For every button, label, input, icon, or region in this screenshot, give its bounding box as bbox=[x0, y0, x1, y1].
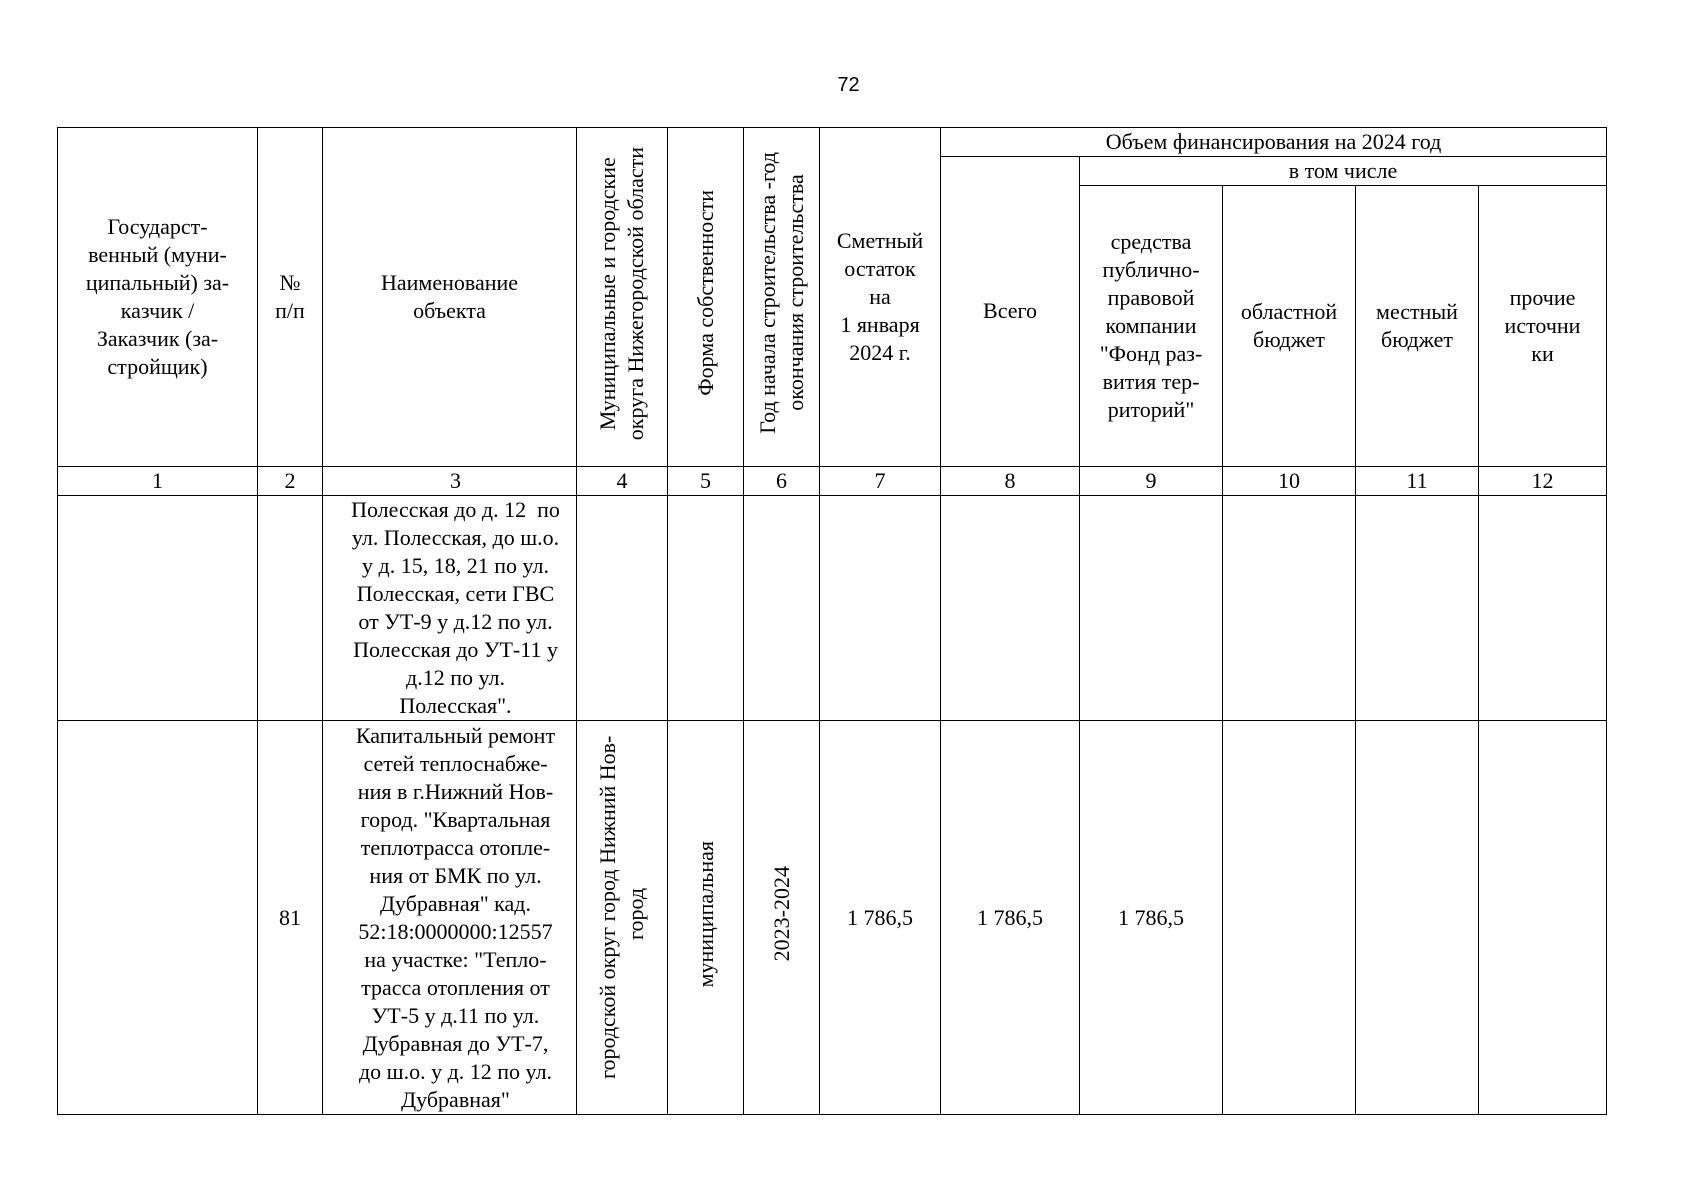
column-number: 11 bbox=[1356, 466, 1479, 495]
cell-regional bbox=[1223, 721, 1356, 1115]
cell-municipality bbox=[577, 495, 668, 720]
table-row bbox=[58, 721, 1607, 1115]
column-number: 6 bbox=[744, 466, 820, 495]
cell-fund: 1 786,5 bbox=[1080, 721, 1223, 1115]
column-number: 1 bbox=[58, 466, 258, 495]
cell-customer bbox=[58, 495, 258, 720]
cell-ownership-cell bbox=[668, 721, 744, 1115]
column-number: 7 bbox=[820, 466, 941, 495]
column-number: 5 bbox=[668, 466, 744, 495]
column-number: 12 bbox=[1479, 466, 1607, 495]
cell-customer bbox=[58, 721, 258, 1115]
cell-local bbox=[1356, 721, 1479, 1115]
header-ownership-cell bbox=[668, 128, 744, 467]
cell-other bbox=[1479, 495, 1607, 720]
column-number: 9 bbox=[1080, 466, 1223, 495]
cell-ownership: муниципальная bbox=[692, 840, 718, 988]
cell-estimate-balance bbox=[820, 495, 941, 720]
cell-object-name: Капитальный ремонт сетей теплоснабже- ния в г.Нижний Нов- город. "Квартальная теплотрасса отопле- ния от БМК по ул. Дубравная" кад. 52:18:0000000:12557 на участке: "Тепло- трасса отопления от УТ-5 у д.11 по ул. Дубравная до УТ-7, до ш.о. у д. 12 по ул. Дубравная" bbox=[323, 721, 577, 1115]
cell-years bbox=[744, 495, 820, 720]
header-local: местный бюджет bbox=[1356, 186, 1479, 467]
header-other: прочие источни ки bbox=[1479, 186, 1607, 467]
cell-number: 81 bbox=[258, 721, 323, 1115]
header-including: в том числе bbox=[1080, 157, 1607, 186]
column-number: 2 bbox=[258, 466, 323, 495]
cell-estimate-balance: 1 786,5 bbox=[820, 721, 941, 1115]
column-number: 8 bbox=[941, 466, 1080, 495]
cell-municipality: городской округ город Нижний Нов- город bbox=[595, 735, 648, 1080]
cell-municipality-cell bbox=[577, 721, 668, 1115]
header-customer: Государст- венный (муни- ципальный) за- казчик / Заказчик (за- стройщик) bbox=[58, 128, 258, 467]
cell-other bbox=[1479, 721, 1607, 1115]
header-financing-2024: Объем финансирования на 2024 год bbox=[941, 128, 1607, 157]
cell-local bbox=[1356, 495, 1479, 720]
header-estimate-balance: Сметный остаток на 1 января 2024 г. bbox=[820, 128, 941, 467]
table-row bbox=[58, 495, 1607, 720]
cell-regional bbox=[1223, 495, 1356, 720]
column-number-row bbox=[58, 466, 1607, 495]
column-number: 3 bbox=[323, 466, 577, 495]
header-ownership: Форма собственности bbox=[692, 190, 718, 397]
header-regional: областной бюджет bbox=[1223, 186, 1356, 467]
header-municipality-cell bbox=[577, 128, 668, 467]
cell-ownership bbox=[668, 495, 744, 720]
cell-years-cell bbox=[744, 721, 820, 1115]
header-object-name: Наименование объекта bbox=[323, 128, 577, 467]
header-years-cell bbox=[744, 128, 820, 467]
page-number: 72 bbox=[837, 74, 860, 96]
cell-years: 2023-2024 bbox=[768, 866, 794, 962]
header-municipality: Муниципальные и городские округа Нижегородской области bbox=[595, 146, 648, 440]
cell-total bbox=[941, 495, 1080, 720]
cell-total: 1 786,5 bbox=[941, 721, 1080, 1115]
column-number: 4 bbox=[577, 466, 668, 495]
cell-number bbox=[258, 495, 323, 720]
header-total: Всего bbox=[941, 157, 1080, 467]
cell-fund bbox=[1080, 495, 1223, 720]
column-number: 10 bbox=[1223, 466, 1356, 495]
header-fund: средства публично- правовой компании "Фонд раз- вития тер- риторий" bbox=[1080, 186, 1223, 467]
financing-table bbox=[57, 127, 1607, 1115]
cell-object-name: Полесская до д. 12 по ул. Полесская, до ш.о. у д. 15, 18, 21 по ул. Полесская, сети ГВС от УТ-9 у д.12 по ул. Полесская до УТ-11 у д.12 по ул. Полесская". bbox=[323, 495, 577, 720]
header-years: Год начала строительства -год окончания строительства bbox=[754, 152, 808, 435]
header-number: № п/п bbox=[258, 128, 323, 467]
